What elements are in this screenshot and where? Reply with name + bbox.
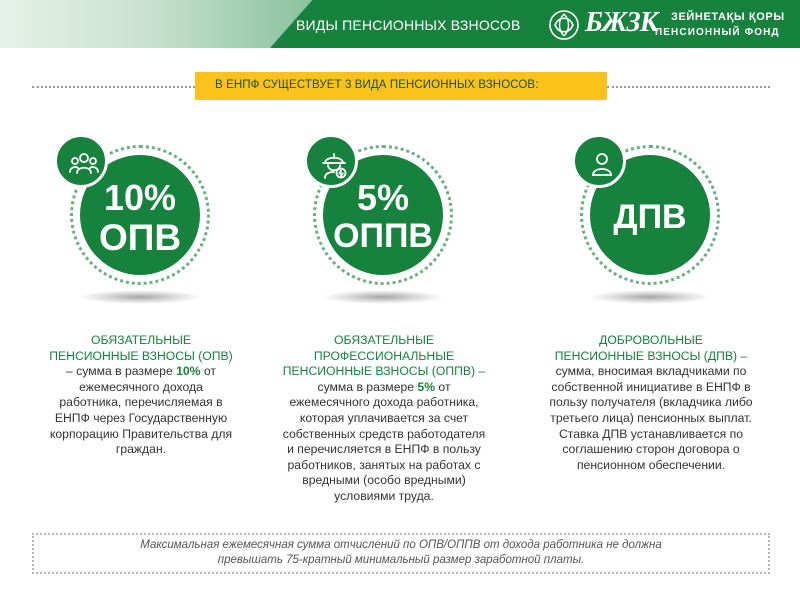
logo-subtitle-kz: ЗЕЙНЕТАҚЫ ҚОРЫ xyxy=(671,11,785,23)
desc-text: от xyxy=(435,379,451,394)
desc-line xyxy=(22,364,260,380)
dpv-icon-badge xyxy=(572,134,626,188)
logo-subtitle-ru: ПЕНСИОННЫЙ ФОНД xyxy=(655,27,780,38)
dotted-divider-left xyxy=(32,86,195,88)
header-bar xyxy=(0,0,800,48)
desc-line: пользу получателя (вкладчика либо xyxy=(549,395,753,410)
percent-label: 5% xyxy=(356,177,410,218)
desc-line: работника, перечисляемая в xyxy=(59,395,223,410)
oppv-description xyxy=(255,333,513,505)
abbreviation-label: ОПВ xyxy=(98,217,182,258)
desc-line: граждан. xyxy=(115,442,167,457)
desc-text: сумма в размере xyxy=(317,379,418,394)
desc-line: корпорацию Правительства для xyxy=(49,426,233,441)
term-line: ПЕНСИОННЫЕ ВЗНОСЫ (ОПВ) xyxy=(49,348,233,363)
circle-shadow xyxy=(590,290,710,304)
term-line: ОБЯЗАТЕЛЬНЫЕ xyxy=(91,333,191,347)
dotted-divider-right xyxy=(607,86,770,88)
desc-highlight: 5% xyxy=(417,379,436,394)
desc-line: которая уплачивается за счет xyxy=(299,410,469,425)
desc-line: ежемесячного дохода xyxy=(79,379,203,394)
desc-line: Ставка ДПВ устанавливается по xyxy=(558,426,744,441)
footnote-line: Максимальная ежемесячная сумма отчислений по ОПВ/ОППВ от дохода работника не должна xyxy=(140,539,662,551)
desc-line: сумма, вносимая вкладчиками по xyxy=(555,364,747,379)
desc-line xyxy=(255,380,513,396)
desc-line: пенсионном обеспечении. xyxy=(576,457,726,472)
footnote-box xyxy=(32,533,770,574)
desc-text: – сумма в размере xyxy=(66,364,177,379)
abbreviation-label: ДПВ xyxy=(613,198,687,236)
term-line: ПЕНСИОННЫЕ ВЗНОСЫ (ДПВ) – xyxy=(554,348,748,363)
desc-line: третьего лица) пенсионных выплат. xyxy=(550,410,752,425)
abbreviation-label: ОППВ xyxy=(333,217,433,255)
percent-label: 10% xyxy=(103,177,177,218)
desc-line: и перечисляется в ЕНПФ в пользу xyxy=(287,442,481,457)
opv-description xyxy=(22,333,260,458)
circle-shadow xyxy=(80,290,200,304)
term-line: ДОБРОВОЛЬНЫЕ xyxy=(599,333,703,347)
group-people-icon xyxy=(68,148,100,180)
desc-line: собственной инициативе в ЕНПФ в xyxy=(551,379,751,394)
term-line: ПРОФЕССИОНАЛЬНЫЕ xyxy=(313,348,455,363)
page-title: ВИДЫ ПЕНСИОННЫХ ВЗНОСОВ xyxy=(296,17,521,33)
desc-line: ЕНПФ через Государственную xyxy=(54,410,228,425)
desc-line: соглашению сторон договора о xyxy=(562,442,740,457)
opv-icon-badge xyxy=(54,134,108,188)
worker-helmet-icon xyxy=(318,148,350,180)
desc-line: собственных средств работодателя xyxy=(282,426,486,441)
term-line: ПЕНСИОННЫЕ ВЗНОСЫ (ОППВ) – xyxy=(282,364,486,379)
circle-shadow xyxy=(323,290,443,304)
desc-line: вредными (особо вредными) xyxy=(302,473,466,488)
desc-text: от xyxy=(200,364,216,379)
banner-text: В ЕНПФ СУЩЕСТВУЕТ 3 ВИДА ПЕНСИОННЫХ ВЗНОСОВ: xyxy=(215,79,539,91)
logo-wordmark: БЖЗК xyxy=(585,7,658,38)
fund-logo-icon xyxy=(549,10,579,40)
desc-line: условиями труда. xyxy=(334,488,434,503)
footnote-line: превышать 75-кратный минимальный размер заработной платы. xyxy=(217,554,585,566)
term-line: ОБЯЗАТЕЛЬНЫЕ xyxy=(334,333,434,347)
dpv-description xyxy=(524,333,778,473)
desc-highlight: 10% xyxy=(176,364,201,379)
oppv-icon-badge xyxy=(304,134,358,188)
desc-line: ежемесячного дохода работника, xyxy=(289,395,479,410)
section-banner xyxy=(195,72,607,100)
person-icon xyxy=(586,148,618,180)
desc-line: работников, занятых на работах с xyxy=(287,457,481,472)
